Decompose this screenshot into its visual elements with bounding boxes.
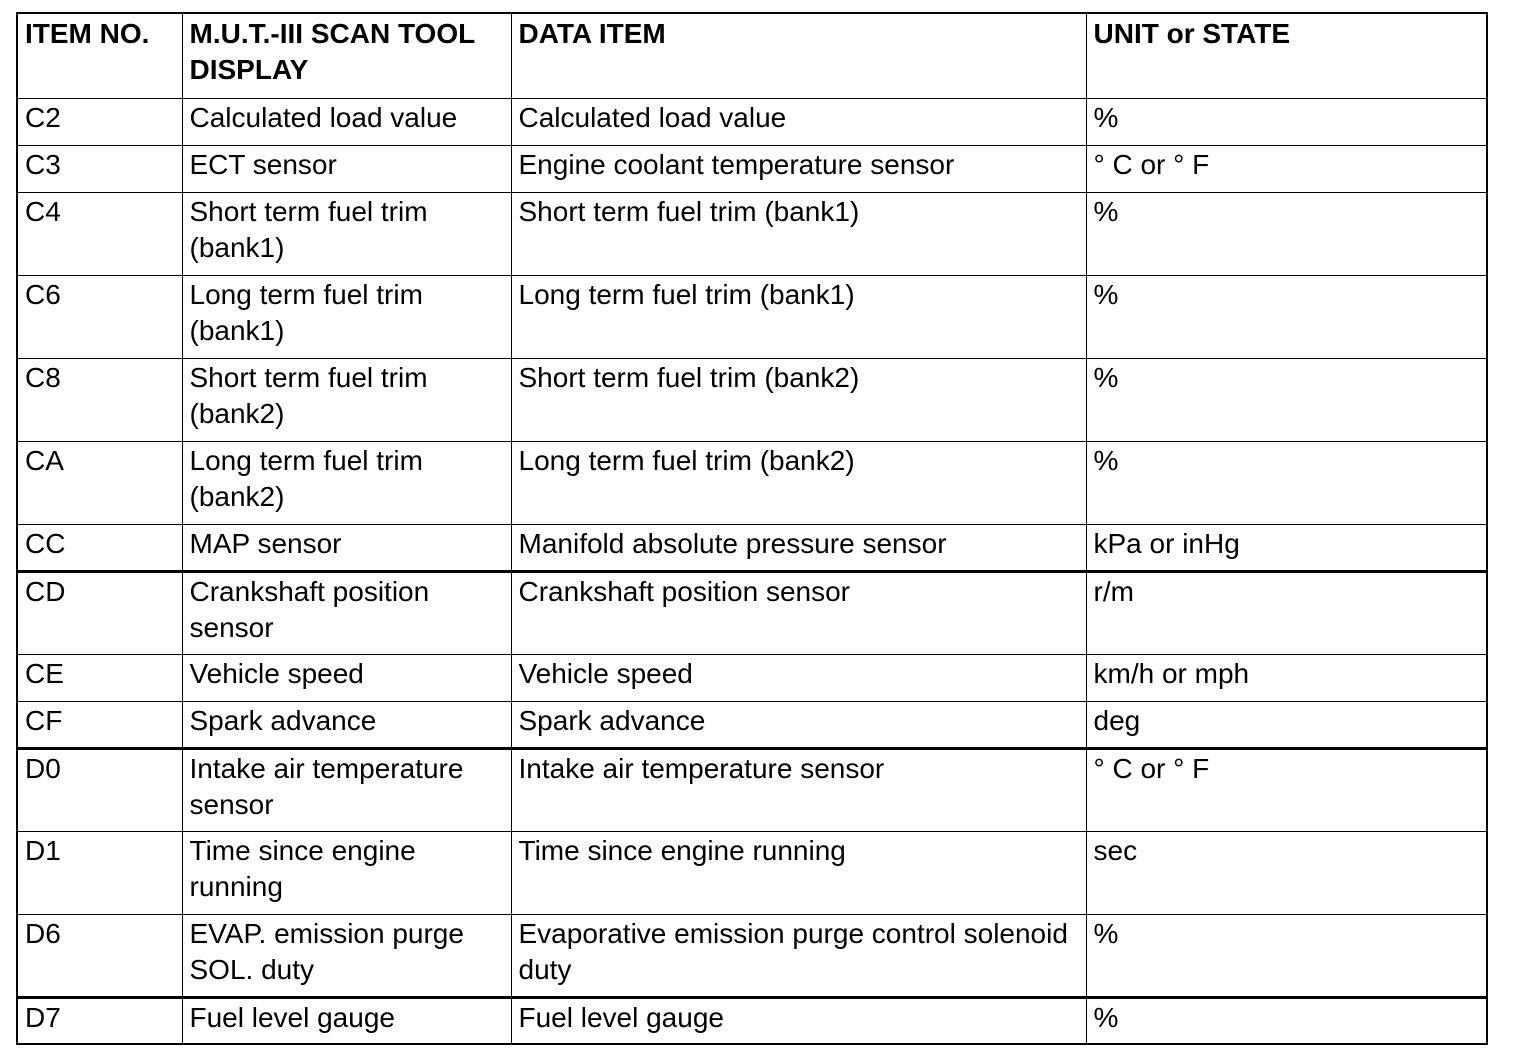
cell-item-no: D0	[17, 748, 182, 831]
cell-data-item: Crankshaft position sensor	[511, 571, 1086, 654]
table-row	[17, 524, 1487, 571]
cell-unit: %	[1086, 997, 1487, 1044]
table-row	[17, 748, 1487, 831]
cell-data-item: Long term fuel trim (bank1)	[511, 275, 1086, 358]
cell-data-item: Vehicle speed	[511, 654, 1086, 701]
cell-item-no: CC	[17, 524, 182, 571]
cell-data-item: Evaporative emission purge control solenoid duty	[511, 914, 1086, 997]
table-header-row	[17, 13, 1487, 98]
header-unit-or-state: UNIT or STATE	[1086, 13, 1487, 98]
cell-data-item: Time since engine running	[511, 831, 1086, 914]
cell-item-no: D7	[17, 997, 182, 1044]
cell-unit: %	[1086, 275, 1487, 358]
cell-unit: ° C or ° F	[1086, 748, 1487, 831]
table-row	[17, 192, 1487, 275]
table-row	[17, 701, 1487, 748]
cell-unit: %	[1086, 914, 1487, 997]
cell-item-no: C3	[17, 145, 182, 192]
cell-unit: km/h or mph	[1086, 654, 1487, 701]
cell-display: MAP sensor	[182, 524, 511, 571]
cell-data-item: Short term fuel trim (bank2)	[511, 358, 1086, 441]
cell-display: Spark advance	[182, 701, 511, 748]
header-data-item: DATA ITEM	[511, 13, 1086, 98]
cell-display: EVAP. emission purge SOL. duty	[182, 914, 511, 997]
cell-unit: %	[1086, 98, 1487, 145]
cell-unit: kPa or inHg	[1086, 524, 1487, 571]
cell-data-item: Calculated load value	[511, 98, 1086, 145]
table-row	[17, 358, 1487, 441]
header-item-no: ITEM NO.	[17, 13, 182, 98]
cell-item-no: CA	[17, 441, 182, 524]
cell-display: Long term fuel trim (bank2)	[182, 441, 511, 524]
cell-unit: %	[1086, 441, 1487, 524]
table-row	[17, 831, 1487, 914]
table-row	[17, 275, 1487, 358]
table-row	[17, 997, 1487, 1044]
cell-unit: ° C or ° F	[1086, 145, 1487, 192]
cell-item-no: C2	[17, 98, 182, 145]
cell-item-no: CE	[17, 654, 182, 701]
cell-item-no: C4	[17, 192, 182, 275]
cell-display: Fuel level gauge	[182, 997, 511, 1044]
table-row	[17, 441, 1487, 524]
cell-display: Long term fuel trim (bank1)	[182, 275, 511, 358]
cell-unit: sec	[1086, 831, 1487, 914]
cell-display: Crankshaft position sensor	[182, 571, 511, 654]
cell-item-no: D6	[17, 914, 182, 997]
cell-display: Intake air temperature sensor	[182, 748, 511, 831]
cell-display: Calculated load value	[182, 98, 511, 145]
cell-item-no: C6	[17, 275, 182, 358]
cell-data-item: Short term fuel trim (bank1)	[511, 192, 1086, 275]
table-row	[17, 914, 1487, 997]
table-row	[17, 145, 1487, 192]
header-scan-tool-display: M.U.T.-III SCAN TOOL DISPLAY	[182, 13, 511, 98]
cell-unit: %	[1086, 358, 1487, 441]
cell-data-item: Spark advance	[511, 701, 1086, 748]
cell-display: Short term fuel trim (bank2)	[182, 358, 511, 441]
cell-item-no: C8	[17, 358, 182, 441]
cell-display: Vehicle speed	[182, 654, 511, 701]
cell-display: Short term fuel trim (bank1)	[182, 192, 511, 275]
table-row	[17, 654, 1487, 701]
cell-data-item: Engine coolant temperature sensor	[511, 145, 1086, 192]
scan-data-table	[16, 12, 1488, 1045]
cell-data-item: Fuel level gauge	[511, 997, 1086, 1044]
table-row	[17, 571, 1487, 654]
cell-data-item: Manifold absolute pressure sensor	[511, 524, 1086, 571]
cell-item-no: D1	[17, 831, 182, 914]
cell-item-no: CF	[17, 701, 182, 748]
table-row	[17, 98, 1487, 145]
cell-display: ECT sensor	[182, 145, 511, 192]
cell-data-item: Intake air temperature sensor	[511, 748, 1086, 831]
cell-data-item: Long term fuel trim (bank2)	[511, 441, 1086, 524]
cell-unit: r/m	[1086, 571, 1487, 654]
cell-display: Time since engine running	[182, 831, 511, 914]
cell-unit: deg	[1086, 701, 1487, 748]
cell-unit: %	[1086, 192, 1487, 275]
cell-item-no: CD	[17, 571, 182, 654]
